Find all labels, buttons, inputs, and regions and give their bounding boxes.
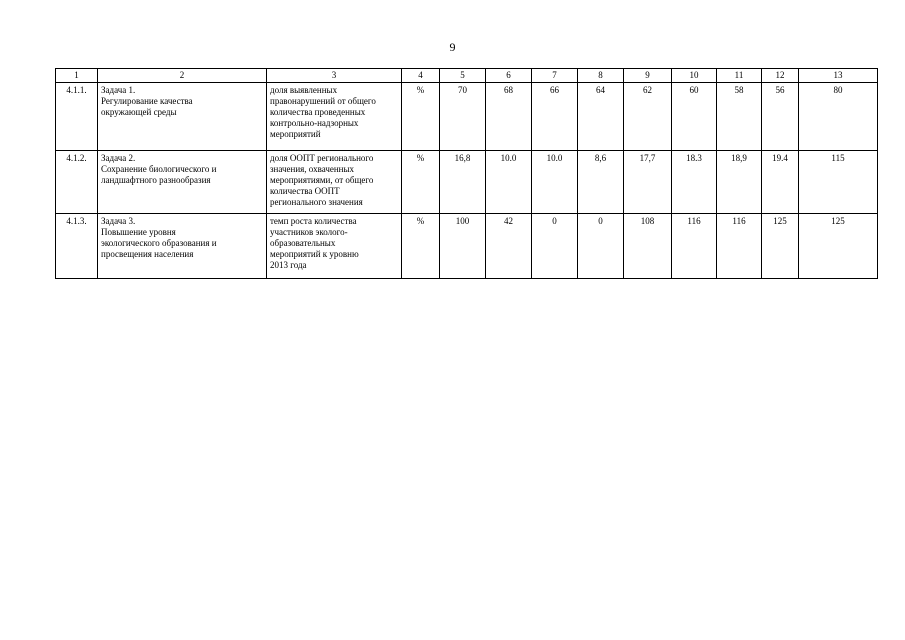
value-cell: 17,7 — [624, 151, 672, 214]
page-number: 9 — [449, 40, 456, 54]
column-header: 11 — [717, 69, 762, 83]
value-cell: 8,6 — [578, 151, 624, 214]
value-cell: 64 — [578, 83, 624, 151]
task-line: Регулирование качества — [101, 96, 193, 106]
indicator-line: контрольно-надзорных — [270, 118, 359, 128]
task-line: ландшафтного разнообразия — [101, 175, 211, 185]
indicator-line: правонарушений от общего — [270, 96, 376, 106]
indicator-line: значения, охваченных — [270, 164, 355, 174]
column-header: 12 — [762, 69, 799, 83]
value-cell: 16,8 — [440, 151, 486, 214]
indicator-line: регионального значения — [270, 197, 363, 207]
task-cell — [98, 83, 267, 151]
indicator-cell — [267, 83, 402, 151]
task-line: Сохранение биологического и — [101, 164, 217, 174]
value-cell: 66 — [532, 83, 578, 151]
column-header: 2 — [98, 69, 267, 83]
indicator-line: количества проведенных — [270, 107, 366, 117]
indicator-line: мероприятий — [270, 129, 321, 139]
indicator-cell — [267, 151, 402, 214]
row-code: 4.1.1. — [56, 83, 98, 151]
value-cell: 80 — [799, 83, 878, 151]
indicator-line: темп роста количества — [270, 216, 357, 226]
task-line: Повышение уровня — [101, 227, 176, 237]
value-cell: 125 — [762, 214, 799, 279]
indicator-line: участников эколого- — [270, 227, 348, 237]
value-cell: 19.4 — [762, 151, 799, 214]
value-cell: 42 — [486, 214, 532, 279]
value-cell: 0 — [578, 214, 624, 279]
column-header: 5 — [440, 69, 486, 83]
column-header: 9 — [624, 69, 672, 83]
table-row — [56, 214, 878, 279]
unit-cell: % — [402, 151, 440, 214]
value-cell: 70 — [440, 83, 486, 151]
table-row — [56, 83, 878, 151]
indicator-line: образовательных — [270, 238, 336, 248]
indicator-cell — [267, 214, 402, 279]
column-header: 10 — [672, 69, 717, 83]
task-line: Задача 1. — [101, 85, 136, 95]
column-header: 13 — [799, 69, 878, 83]
indicator-line: 2013 года — [270, 260, 307, 270]
task-line: окружающей среды — [101, 107, 177, 117]
column-header: 7 — [532, 69, 578, 83]
column-header: 3 — [267, 69, 402, 83]
column-header: 6 — [486, 69, 532, 83]
value-cell: 100 — [440, 214, 486, 279]
indicator-line: доля выявленных — [270, 85, 338, 95]
task-cell — [98, 214, 267, 279]
value-cell: 10.0 — [532, 151, 578, 214]
value-cell: 56 — [762, 83, 799, 151]
value-cell: 58 — [717, 83, 762, 151]
value-cell: 18,9 — [717, 151, 762, 214]
value-cell: 18.3 — [672, 151, 717, 214]
value-cell: 60 — [672, 83, 717, 151]
table-row — [56, 151, 878, 214]
value-cell: 0 — [532, 214, 578, 279]
task-line: Задача 3. — [101, 216, 136, 226]
row-code: 4.1.3. — [56, 214, 98, 279]
indicator-line: доля ООПТ регионального — [270, 153, 374, 163]
unit-cell: % — [402, 214, 440, 279]
task-cell — [98, 151, 267, 214]
indicator-line: мероприятий к уровню — [270, 249, 359, 259]
header-row — [56, 69, 878, 83]
column-header: 1 — [56, 69, 98, 83]
column-header: 8 — [578, 69, 624, 83]
value-cell: 10.0 — [486, 151, 532, 214]
task-line: экологического образования и — [101, 238, 217, 248]
value-cell: 68 — [486, 83, 532, 151]
value-cell: 108 — [624, 214, 672, 279]
task-line: просвещения населения — [101, 249, 194, 259]
value-cell: 62 — [624, 83, 672, 151]
indicator-line: количества ООПТ — [270, 186, 340, 196]
task-line: Задача 2. — [101, 153, 136, 163]
value-cell: 125 — [799, 214, 878, 279]
row-code: 4.1.2. — [56, 151, 98, 214]
indicators-table — [55, 68, 878, 279]
value-cell: 115 — [799, 151, 878, 214]
column-header: 4 — [402, 69, 440, 83]
indicator-line: мероприятиями, от общего — [270, 175, 374, 185]
unit-cell: % — [402, 83, 440, 151]
value-cell: 116 — [717, 214, 762, 279]
value-cell: 116 — [672, 214, 717, 279]
